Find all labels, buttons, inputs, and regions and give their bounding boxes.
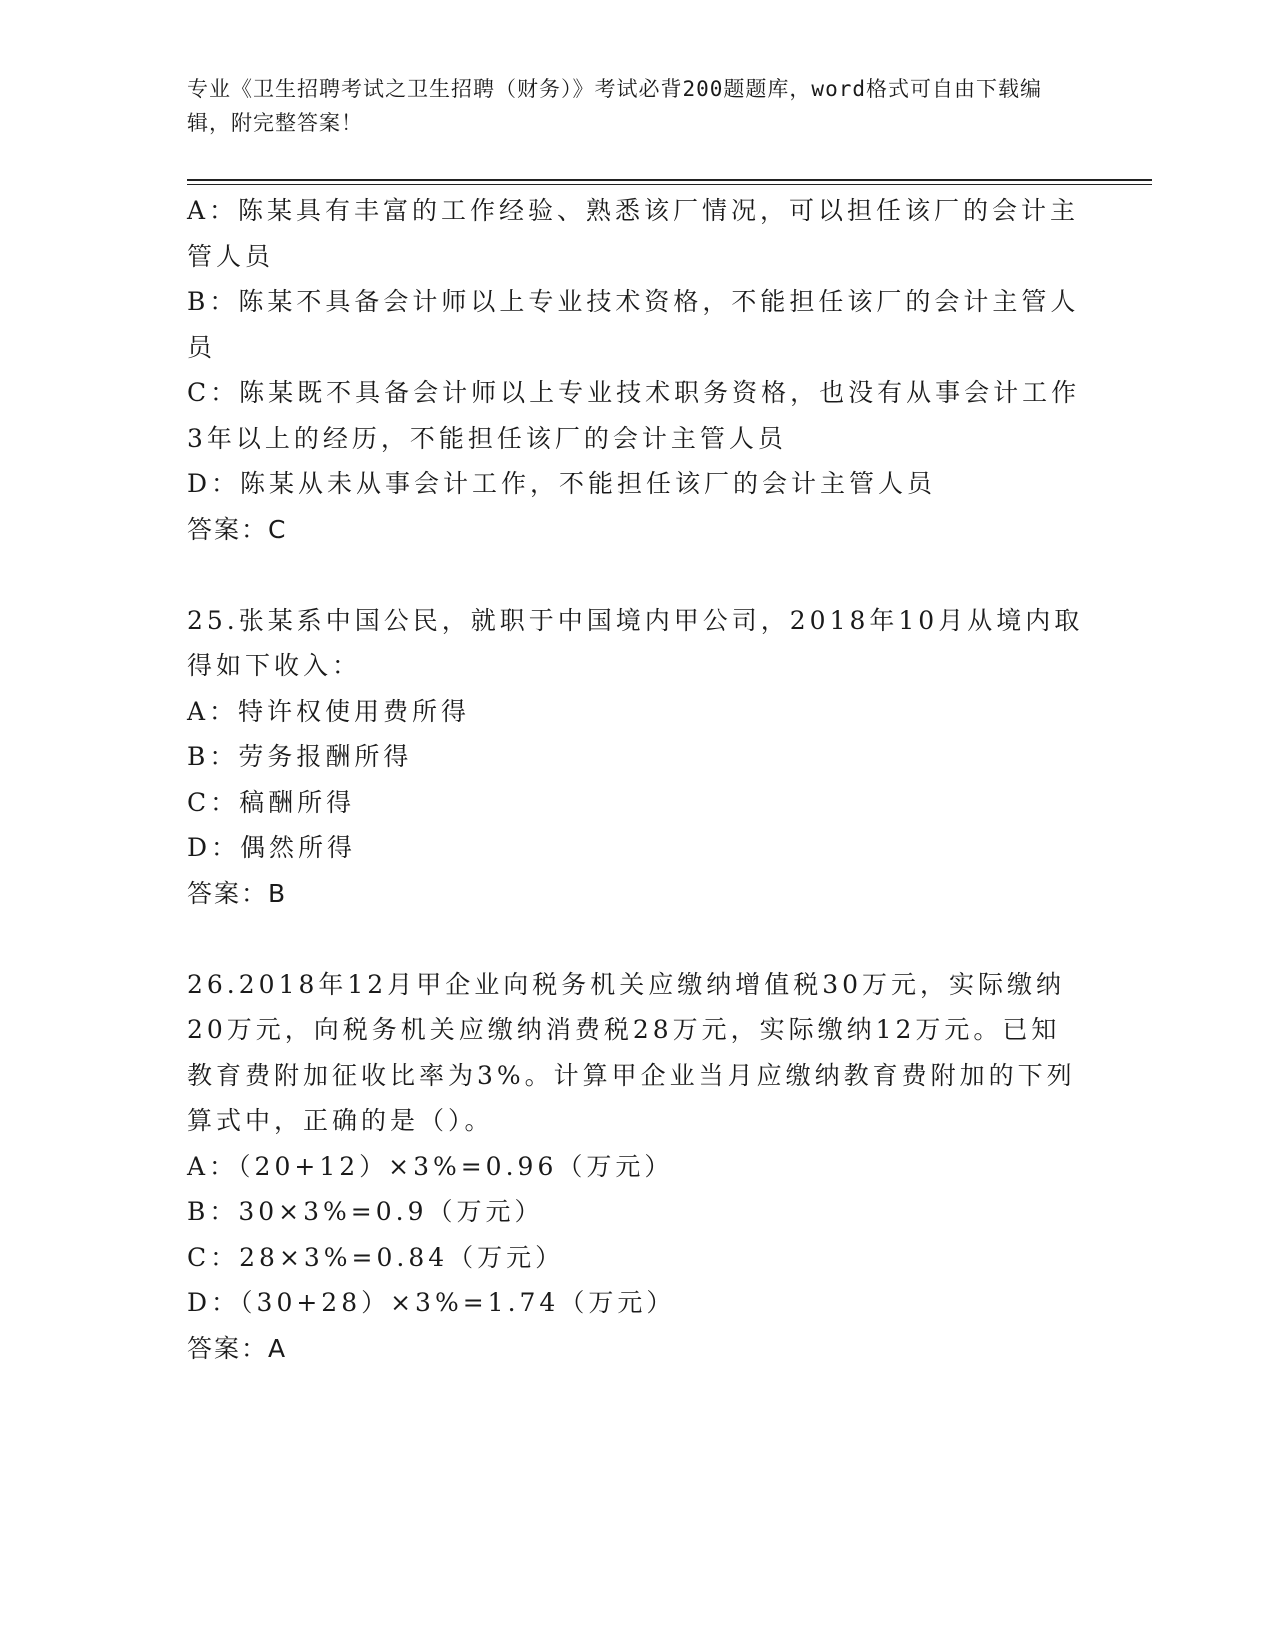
document-header <box>187 72 1067 140</box>
answer-line: 答案：A <box>187 1333 288 1363</box>
option-d: D：陈某从未从事会计工作，不能担任该厂的会计主管人员 <box>187 469 937 498</box>
question-25 <box>187 598 1087 917</box>
spacer <box>187 552 1087 598</box>
spacer <box>187 916 1087 962</box>
option-a: A：陈某具有丰富的工作经验、熟悉该厂情况，可以担任该厂的会计主管人员 <box>187 196 1080 271</box>
question-stem: 26.2018年12月甲企业向税务机关应缴纳增值税30万元，实际缴纳20万元，向税务机关应缴纳消费税28万元，实际缴纳12万元。已知教育费附加征收比率为3%。计算甲企业当月应缴纳教育费附加的下列算式中，正确的是（）。 <box>187 969 1076 1135</box>
header-divider-thick <box>187 179 1152 181</box>
answer-line: 答案：C <box>187 514 288 544</box>
option-b: B：陈某不具备会计师以上专业技术资格，不能担任该厂的会计主管人员 <box>187 287 1080 362</box>
question-stem: 25.张某系中国公民，就职于中国境内甲公司，2018年10月从境内取得如下收入： <box>187 605 1084 680</box>
option-c: C：陈某既不具备会计师以上专业技术职务资格，也没有从事会计工作3年以上的经历，不能担任该厂的会计主管人员 <box>187 378 1081 453</box>
option-b: B：30×3%=0.9（万元） <box>187 1197 544 1226</box>
answer-line: 答案：B <box>187 878 288 908</box>
option-a: A：特许权使用费所得 <box>187 696 471 726</box>
question-26 <box>187 962 1087 1372</box>
option-c: C：28×3%=0.84（万元） <box>187 1242 565 1272</box>
option-d: D：偶然所得 <box>187 833 357 862</box>
header-text: 专业《卫生招聘考试之卫生招聘（财务）》考试必背200题题库，word格式可自由下载编辑，附完整答案！ <box>187 77 1042 135</box>
option-c: C：稿酬所得 <box>187 787 356 817</box>
option-d: D：（30+28）×3%=1.74（万元） <box>187 1288 676 1317</box>
document-body <box>187 188 1087 1371</box>
question-block-previous <box>187 188 1087 552</box>
option-b: B：劳务报酬所得 <box>187 742 413 771</box>
option-a: A：（20+12）×3%=0.96（万元） <box>187 1151 674 1181</box>
header-divider-thin <box>187 184 1152 185</box>
